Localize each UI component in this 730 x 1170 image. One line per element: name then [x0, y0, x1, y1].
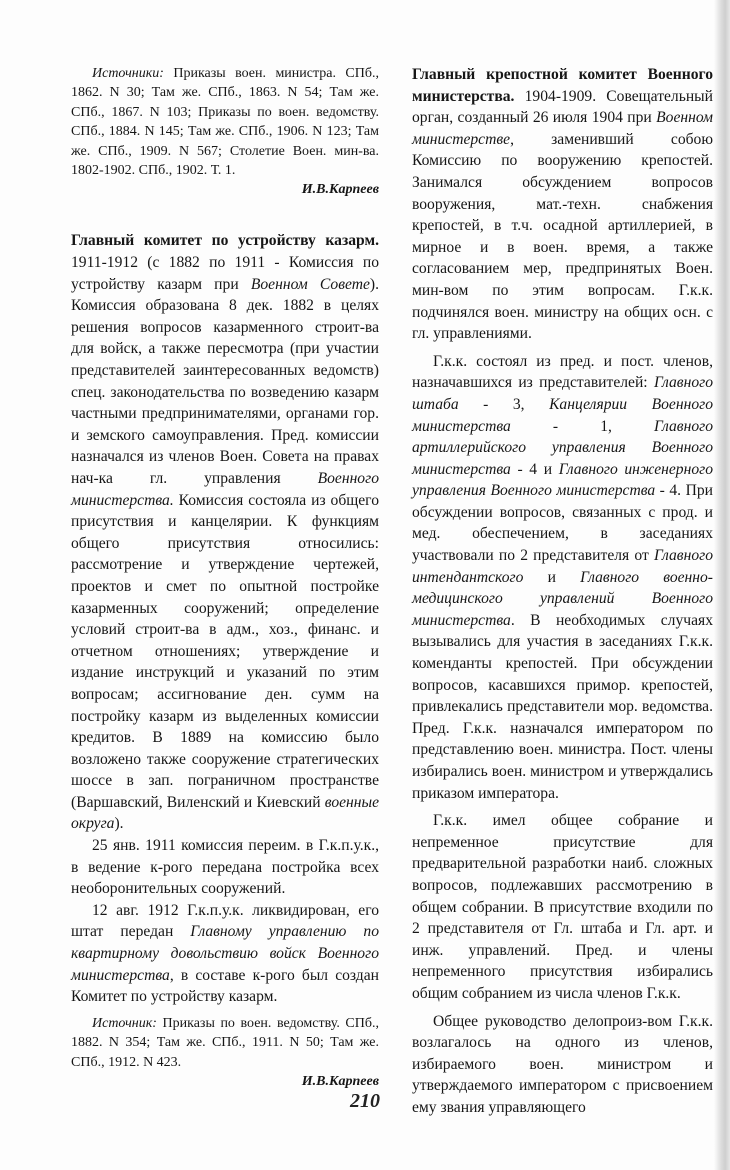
sources-label: Источники:: [92, 66, 164, 81]
page-number: 210: [350, 1090, 380, 1112]
article-title: Главный крепостной комитет Военного министерства.: [412, 66, 713, 105]
article-paragraph: Главный крепостной комитет Военного министерства. 1904-1909. Совещательный орган, созданный 26 июля 1904 при Военном министерстве, заменивший собою Комиссию по вооружению крепостей. Занимался обсуждением вопросов вооружения, мат.-техн. снабжения крепостей, в т.ч. осадной артиллерией, в мирное и в воен. время, а также согласованием мер, предпринятых Воен. мин-вом по этим вопросам. Г.к.к. подчинялся воен. министру на общих осн. с гл. управлениями.: [412, 66, 713, 343]
author-signature: И.В.Карпеев: [301, 182, 379, 198]
sources-label: Источник:: [92, 1015, 157, 1031]
sources-paragraph: Источники: Приказы воен. министра. СПб., 1862. N 30; Там же. СПб., 1863. N 54; Там же. СПб., 1867. N 103; Приказы по воен. ведомству. СПб., 1884. N 145; Там же. СПб., 1906. N 123; Там же. СПб., 1909. N 567; Столетие Воен. мин-ва. 1802-1902. СПб., 1902. Т. 1.: [71, 66, 379, 179]
article-paragraph: Г.к.к. имел общее собрание и непременное присутствие для предварительной разработки наиб. сложных вопросов, подлежавших рассмотрению в общем собрании. В присутствие входили по 2 представителя от Гл. штаба и Гл. арт. и инж. управлений. Пред. и члены непременного присутствия избирались общим собранием из числа членов Г.к.к.: [412, 812, 713, 1002]
article-paragraph: 25 янв. 1911 комиссия переим. в Г.к.п.у.к., в ведение к-рого передана постройка всех необоронительных сооружений.: [71, 837, 379, 898]
right-column: [412, 64, 713, 1119]
article-paragraph: 12 авг. 1912 Г.к.п.у.к. ликвидирован, его штат передан Главному управлению по квартирному довольствию войск Военного министерства, в составе к-рого был создан Комитет по устройству казарм.: [71, 901, 379, 1006]
article-title: Главный комитет по устройству казарм.: [71, 232, 379, 250]
author-signature: И.В.Карпеев: [301, 1074, 379, 1090]
page-edge-shadow: [714, 0, 730, 1170]
article-paragraph: Г.к.к. состоял из пред. и пост. членов, назначавшихся из представителей: Главного штаба - 3, Канцелярии Военного министерства - 1, Главного артиллерийского управления Военного министерства - 4 и Главного инженерного управления Военного министерства - 4. При обсуждении вопросов, связанных с прод. и мед. обеспечением, в заседаниях участвовали по 2 представителя от Главного интендантского и Главного военно-медицинского управлений Военного министерства. В необходимых случаях вызывались для участия в заседаниях Г.к.к. коменданты крепостей. При обсуждении вопросов, касавшихся примор. крепостей, привлекались представители мор. ведомства. Пред. Г.к.к. назначался императором по представлению воен. министра. Пост. члены избирались воен. министром и утверждались приказом императора.: [412, 352, 714, 802]
left-column: [71, 64, 379, 1092]
sources-paragraph: Источник: Приказы по воен. ведомству. СПб., 1882. N 354; Там же. СПб., 1911. N 50; Там же. СПб., 1912. N 423.: [71, 1015, 379, 1070]
article-paragraph: Общее руководство делопроиз-вом Г.к.к. возлагалось на одного из членов, избираемого воен. министром и утверждаемого императором с присвоением ему звания управляющего: [412, 1012, 713, 1116]
article-paragraph: Главный комитет по устройству казарм. 1911-1912 (с 1882 по 1911 - Комиссия по устройству казарм при Военном Совете). Комиссия образована 8 дек. 1882 в целях решения вопросов казарменного строит-ва для войск, а также пересмотра (при участии представителей заинтересованных ведомств) спец. законодательства по возведению казарм частными предпринимателями, органами гор. и земского самоуправления. Пред. комиссии назначался из членов Воен. Совета на правах нач-ка гл. управления Военного министерства. Комиссия состояла из общего присутствия и канцелярии. К функциям общего присутствия относились: рассмотрение и утверждение чертежей, проектов и смет по опытной постройке казарменных сооружений; определение условий строит-ва в адм., хоз., финанс. и отчетном отношениях; утверждение и издание инструкций и указаний по этим вопросам; ассигнование ден. сумм на постройку казарм из выделенных комиссии кредитов. В 1889 на комиссию было возложено также сооружение стратегических шоссе в зап. пограничном пространстве (Варшавский, Виленский и Киевский военные округа).: [71, 232, 379, 833]
